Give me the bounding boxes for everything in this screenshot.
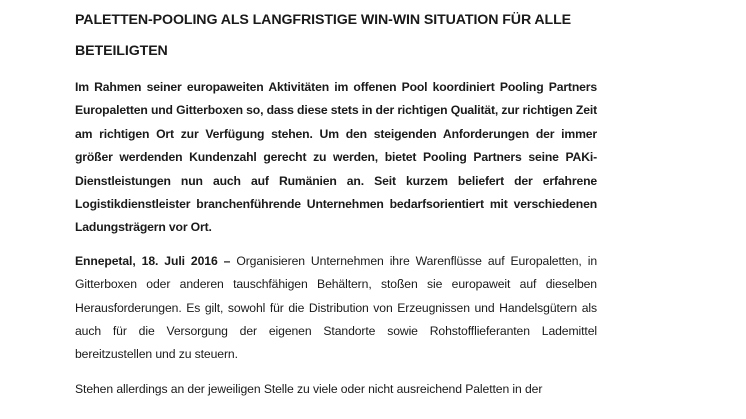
body-paragraph-1-text: Organisieren Unternehmen ihre Warenflüsse auf Europaletten, in Gitterboxen oder anderen tauschfähigen Behältern, stoßen sie europaweit auf dieselben Herausforderungen. Es gilt, sowohl für die Distribution von Erzeugnissen und Handelsgütern als auch für die Versorgung der eigenen Standorte sowie Rohstofflieferanten Lademittel bereitzustellen und zu steuern. bbox=[75, 253, 597, 362]
body-paragraph-2: Stehen allerdings an der jeweiligen Stelle zu viele oder nicht ausreichend Paletten in der bbox=[75, 381, 543, 396]
lead-paragraph: Im Rahmen seiner europaweiten Aktivitäten im offenen Pool koordiniert Pooling Partners Europaletten und Gitterboxen so, dass diese stets in der richtigen Qualität, zur richtigen Zeit am richtigen Ort zur Verfügung stehen. Um den steigenden Anforderungen der immer größer werdenden Kundenzahl gerecht zu werden, bietet Pooling Partners seine PAKi-Dienstleistungen nun auch auf Rumänien an. Seit kurzem beliefert der erfahrene Logistikdienstleister branchenführende Unternehmen bedarfsorientiert mit verschiedenen Ladungsträgern vor Ort. bbox=[75, 80, 597, 235]
body-paragraph-1 bbox=[75, 250, 597, 367]
headline: PALETTEN-POOLING ALS LANGFRISTIGE WIN-WIN SITUATION FÜR ALLE BETEILIGTEN bbox=[75, 12, 572, 59]
dateline: Ennepetal, 18. Juli 2016 – bbox=[75, 253, 231, 268]
document-page bbox=[75, 0, 597, 401]
